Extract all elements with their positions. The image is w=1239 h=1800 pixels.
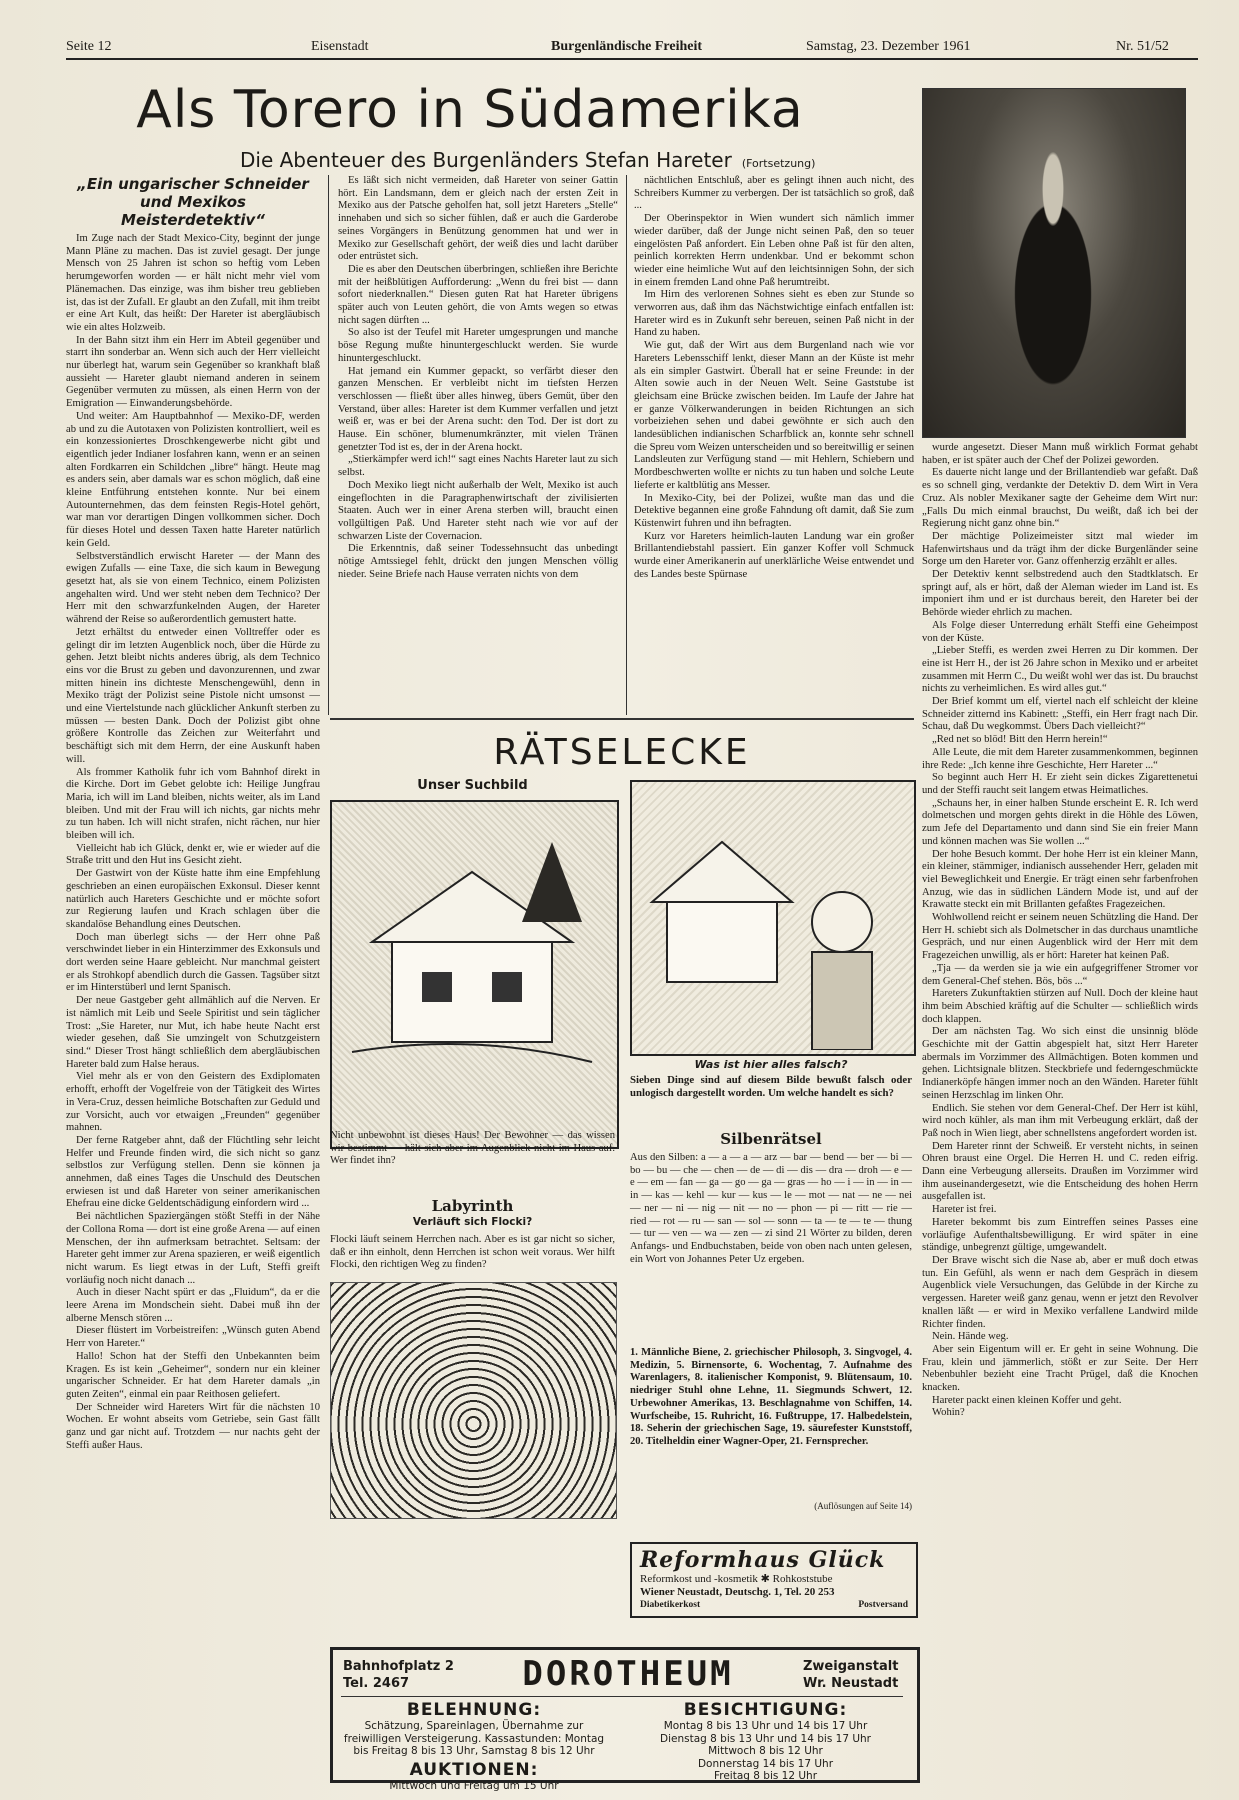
- column-rule: [626, 175, 627, 715]
- belehnung-section: [339, 1700, 609, 1792]
- paragraph: So also ist der Teufel mit Hareter umgesprungen und manche böse Regung mußte hinuntergeschluckt werden. Sie wurde hinuntergeschluckt.: [338, 327, 618, 364]
- paragraph: Hareter packt einen kleinen Koffer und geht.: [932, 1394, 1122, 1406]
- puzzle-corner: [330, 722, 914, 1792]
- paragraph: In der Bahn sitzt ihm ein Herr im Abteil gegenüber und starrt ihn sonderbar an. Wenn sich auch der Herr vielleicht nur überlegt hat, warum sein Gegenüber so krankhaft blaß aussieht — Hareter glaubt niemand anderen in seinem Gegenüber vermuten zu müssen, als einen Herrn von der Emigration — Einwanderungsbehörde.: [66, 334, 320, 410]
- issue-number: Nr. 51/52: [1116, 39, 1169, 54]
- falsch-image: [630, 780, 916, 1056]
- paragraph: Selbstverständlich erwischt Hareter — der Mann des ewigen Zufalls — eine Taxe, die sich kaum in Bewegung gesetzt hat, als sie von einem Technico, einem Polizisten angehalten wird. Und wer steht neben dem Technico? Der Herr mit den schwarzfunkelnden Augen, der Hareter während der Reise so außerordentlich gemustert hatte.: [66, 550, 320, 626]
- paragraph: Wohlwollend reicht er seinem neuen Schützling die Hand. Der Herr H. schiebt sich als Dolmetscher in das durchaus unamtliche Gespräch, und nur einen Augenblick wird der Herr mit dem Fragezeichen unwillig, als er hört: Hareter hat keinen Paß.: [922, 912, 1198, 962]
- dorotheum-branch: [803, 1658, 898, 1692]
- paragraph: Kurz vor Hareters heimlich-lauten Landung war ein großer Brillantendiebstahl passiert. Ein ganzer Koffer voll Schmuck wurde einer Amerikanerin auf unerklärliche Weise entwendet und des Landes beste Spürnase: [634, 530, 914, 580]
- paragraph: Dem Hareter rinnt der Schweiß. Er versteht nichts, in seinen Ohren braust eine Orgel. Die Herren H. und C. reden eifrig. Dann eine Verbeugung allerseits. Draußen im Vorzimmer wird ihm auseinandergesetzt, wie die Entscheidung des hohen Herrn ausgefallen ist.: [922, 1140, 1198, 1203]
- reformhaus-name: Reformhaus Glück: [640, 1547, 886, 1573]
- dorotheum-tel: Tel. 2467: [343, 1676, 410, 1691]
- paragraph: Als Folge dieser Unterredung erhält Steffi eine Geheimpost von der Küste.: [922, 619, 1198, 644]
- paragraph: Alle Leute, die mit dem Hareter zusammenkommen, beginnen ihre Rede: „Ich kenne ihre Geschichte, Herr Hareter ...“: [922, 746, 1198, 771]
- paragraph: Der Brief kommt um elf, viertel nach elf schleicht der kleine Schneider zitternd ins Kabinett: „Steffi, ein Herr fragt nach Dir. Schau, daß Du wegkommst. Übers Dach vielleicht?“: [922, 696, 1198, 733]
- paragraph: Hallo! Schon hat der Steffi den Unbekannten beim Kragen. Es ist kein „Geheimer“, sondern nur ein kleiner ungarischer Schneider. Er hat dem Hareter damals „in guten Zeiten“, einmal ein paar Reithosen geliefert.: [66, 1350, 320, 1400]
- paragraph: Im Zuge nach der Stadt Mexico-City, beginnt der junge Mann Pläne zu machen. Das ist zuviel gesagt. Der junge Mensch von 25 Jahren ist schon so heftig vom Leben herumgeworfen worden — er hält nicht mehr viel vom Plänemachen. Das einzige, was ihm bisher treu geblieben ist, das ist der Zufall. Er glaubt an den Zufall, mit ihm treibt er eine Art Kult, das heißt: Der Hareter ist abergläubisch wie ein altes Holzweib.: [66, 233, 320, 333]
- paragraph: Im Hirn des verlorenen Sohnes sieht es eben zur Stunde so verworren aus, daß ihm das Nächstwichtige einfach entfallen ist: Hareter wird es in Zukunft sehr bereuen, seinen Paß nicht in der Hand zu haben.: [634, 289, 914, 339]
- paragraph: „Stierkämpfer werd ich!“ sagt eines Nachts Hareter laut zu sich selbst.: [338, 454, 618, 479]
- article-column-3: [634, 175, 914, 715]
- paragraph: Hareter bekommt bis zum Eintreffen seines Passes eine vorläufige Aufenthaltsbewilligung. Er wird später in eine ständige, unbegrenzt gültige, umgewandelt.: [922, 1216, 1198, 1254]
- torero-figure: [983, 129, 1123, 429]
- article-column-4: [922, 442, 1198, 1777]
- paragraph: Als frommer Katholik fuhr ich vom Bahnhof direkt in die Kirche. Dort im Gebet gelobte ich: Heilige Jungfrau Maria, ich will im Land bleiben, nichts weiter, als im Land bleiben. Und mit der Frau will ich nichts, gar nichts mehr zu tun haben. Ich will nicht strafen, nicht rächen, nur hier bleiben will ich.: [66, 766, 320, 842]
- article-title: Als Torero in Südamerika: [136, 80, 804, 140]
- paragraph: Hareters Zukunftaktien stürzen auf Null. Doch der kleine haut ihm beim Abschied kräftig auf die Schulter — schließlich wirds doch klappen.: [922, 988, 1198, 1025]
- paragraph: Vielleicht hab ich Glück, denkt er, wie er wieder auf die Straße tritt und den Hut ins Gesicht zieht.: [66, 842, 320, 867]
- labyrinth-image: [330, 1282, 617, 1519]
- labyrinth-text: Flocki läuft seinem Herrchen nach. Aber es ist gar nicht so sicher, daß er ihn einholt, denn Herrchen ist schon weit voraus. Wer hilft Flocki, den richtigen Weg zu finden?: [330, 1234, 615, 1271]
- dorotheum-branch-2: Wr. Neustadt: [803, 1676, 899, 1691]
- dorotheum-address: [343, 1658, 454, 1692]
- place: Eisenstadt: [311, 39, 369, 54]
- besichtigung-line: Donnerstag 14 bis 17 Uhr: [697, 1757, 834, 1770]
- dorotheum-ad: [330, 1647, 920, 1792]
- article-column-1: [66, 175, 320, 1775]
- belehnung-text: Schätzung, Spareinlagen, Übernahme zur freiwilligen Versteigerung. Kassastunden: Montag bis Freitag 8 bis 13 Uhr, Samstag 8 bis 12 Uhr: [343, 1720, 605, 1757]
- paragraph: Der ferne Ratgeber ahnt, daß der Flüchtling sehr leicht Helfer und Freunde finden wird, die sich nicht so ganz selbstlos zur Verfügung stellen. Denn sie können ja annehmen, daß eines Tages die Unschuld des Deutschen erwiesen ist und daß Hareter von seiner amerikanischen Ehefrau eine dicke Geldentschädigung einfordern wird ...: [66, 1134, 320, 1210]
- falsch-caption: Was ist hier alles falsch?: [694, 1058, 848, 1071]
- page-header: [66, 36, 1198, 60]
- solution-note: (Auflösungen auf Seite 14): [814, 1501, 912, 1511]
- reformhaus-left: Diabetikerkost: [640, 1600, 701, 1610]
- besichtigung-line: Montag 8 bis 13 Uhr und 14 bis 17 Uhr: [663, 1720, 868, 1732]
- paragraph: So beginnt auch Herr H. Er zieht sein dickes Zigarettenetui und der Steffi raucht seit langem etwas Heimatliches.: [922, 772, 1198, 796]
- paragraph: Der am nächsten Tag. Wo sich einst die unsinnig blöde Geschichte mit der Gattin abgespielt hat, sitzt Herr Hareter abermals im Vorzimmer des Allmächtigen. Boten kommen und gehen. Lichtsignale blitzen. Steckbriefe und federngeschmückte Indianerköpfe hängen immer noch an den Wänden. Hareter fühlt seinen Herzschlag im linken Ohr.: [922, 1026, 1198, 1101]
- section-rule: [330, 718, 914, 720]
- paragraph: „Tja — da werden sie ja wie ein aufgegriffener Stromer vor dem General-Chef stehen. Bös, bös ...“: [922, 962, 1198, 987]
- paragraph: Der neue Gastgeber geht allmählich auf die Nerven. Er ist nämlich mit Leib und Seele Spiritist und sein täglicher Trost: „Sie Hareter, nur Mut, ich habe heute Nacht erst wieder gesehen, daß Sie umzingelt von Schutzgeistern sind.“ Dieser Trost hängt schließlich dem abergläubischen Hareter bald zum Halse heraus.: [66, 995, 320, 1070]
- paragraph: Dieser flüstert im Vorbeistreifen: „Wünsch guten Abend Herr von Hareter.“: [66, 1325, 320, 1350]
- silben-text: Aus den Silben: a — a — a — arz — bar — bend — ber — bi — bo — bu — che — chen — de — di — dis — dra — droh — e — e — em — fan — ga — go — ga — gras — ho — i — in — in — in — kas — kehl — kur — kus — le — mot — nat — ne — nei — ner — ni — nig — nit — no — phon — pi — ritt — rie — ried — rot — ru — san — sol — sonn — ta — te — te — thung — tur — ven — wa — zen — zi sind 21 Wörter zu bilden, deren Anfangs- und Endbuchstaben, beide von oben nach unten gelesen, ein Wort von Johannes Peter Uz ergeben.: [630, 1152, 912, 1265]
- paragraph: Doch Mexiko liegt nicht außerhalb der Welt, Mexiko ist auch eingeflochten in die Paragraphenwirtschaft der zivilisierten Staaten. Auch wer in einer Arena sterben will, braucht einen vollgültigen Paß. Und Hareter steht nach wie vor auf der schwarzen Liste der Covernacion.: [338, 479, 618, 542]
- paragraph: Jetzt erhältst du entweder einen Volltreffer oder es gelingt dir im letzten Augenblick noch, über die Hürde zu gehen. Jetzt bleibt nichts anderes übrig, als dem Technico eins vor die Brust zu geben und davonzurennen, und zwar mitten hinein ins dichteste Menschengewühl, denn in Mexiko trägt der Polizist seine Pistole nicht umsonst — und eine Viertelstunde nach glücklicher Ankunft sterben zu müssen — besten Dank. Doch der Polizist gibt ohne größere Kontrolle das Zeichen zur Weiterfahrt und beschäftigt sich mit dem Herrn, der eine Auskunft haben will.: [66, 626, 320, 765]
- paragraph: Viel mehr als er von den Geistern des Exdiplomaten erhofft, erhofft der Vogelfreie von der Tätigkeit des Wirtes in Vera-Cruz, dessen heimliche Botschaften zur Geduld und zur Vorsicht, auch vor etwaigen „Freunden“ gegenüber mahnen.: [66, 1071, 320, 1134]
- dorotheum-brand: DOROTHEUM: [522, 1654, 734, 1694]
- paragraph: Der Gastwirt von der Küste hatte ihm eine Empfehlung geschrieben an einen europäischen Exkonsul. Dieser kennt natürlich auch Hareters Geschichte und er möchte sofort zur Regierung laufen und Krach schlagen über die skandalöse Behandlung eines Deutschen.: [66, 868, 320, 930]
- paragraph: Wohin?: [932, 1407, 965, 1419]
- reformhaus-right: Postversand: [858, 1600, 908, 1610]
- paper-name: Burgenländische Freiheit: [551, 39, 703, 54]
- auktionen-heading: AUKTIONEN:: [409, 1759, 539, 1780]
- paragraph: Endlich. Sie stehen vor dem General-Chef. Der Herr ist kühl, wird noch kühler, als man ihm mit Verbeugung erklärt, daß der Paß noch in Wien liegt, aber schnellstens angefordert worden ist.: [922, 1102, 1198, 1139]
- falsch-text: Sieben Dinge sind auf diesem Bilde bewußt falsch oder unlogisch dargestellt worden. Um welche handelt es sich?: [630, 1074, 912, 1099]
- paragraph: Der hohe Besuch kommt. Der hohe Herr ist ein kleiner Mann, ein kleiner, stämmiger, indianisch aussehender Herr, geladen mit viel Beweglichkeit und Energie. Er trägt einen sehr farbenfrohen Anzug, wie das in südlichen Ländern Mode ist, und auf der Krawatte steckt ein mit Brillanten gefaßtes Fragezeichen.: [922, 848, 1198, 911]
- belehnung-heading: BELEHNUNG:: [406, 1700, 542, 1720]
- suchbild-text: Nicht unbewohnt ist dieses Haus! Der Bewohner — das wissen wir bestimmt — hält sich aber im Augenblick nicht im Haus auf. Wer findet ihn?: [330, 1130, 615, 1167]
- issue-date: Samstag, 23. Dezember 1961: [806, 39, 971, 54]
- column-4-body: [922, 442, 1198, 1420]
- paragraph: Doch man überlegt sichs — der Herr ohne Paß verschwindet lieber in ein Hinterzimmer des Exkonsuls und dort werden seine Haare gebleicht. Nur manchmal geistert er als Strohkopf abendlich durch die Gassen. Tagsüber sitzt er im Hinterstüberl und lernt Spanisch.: [66, 931, 320, 994]
- reformhaus-ad: [630, 1542, 918, 1618]
- paragraph: Hat jemand ein Kummer gepackt, so verfärbt dieser den ganzen Menschen. Er verbleibt nicht im tiefsten Herzen verschlossen — fließt über alles hinweg, übers Gemüt, über den Verstand, über alles: Hareter ist dem Kummer verfallen und jetzt weiß er, was er bei der Arena sucht: den Tod. Der ist dort zu Hause. Ein schöner, blumenumkränzter, mit vielen Tränen genetzter Tod ist es, der in der Arena hockt.: [338, 365, 618, 453]
- paragraph: Hareter ist frei.: [932, 1204, 997, 1216]
- ad-rule: [341, 1696, 903, 1697]
- subtitle-text: Die Abenteuer des Burgenländers Stefan Hareter: [240, 148, 732, 172]
- besichtigung-line: Mittwoch 8 bis 12 Uhr: [708, 1745, 823, 1757]
- section-heading: „Ein ungarischer Schneider und Mexikos Meisterdetektiv“: [77, 175, 309, 229]
- paragraph: Wie gut, daß der Wirt aus dem Burgenland nach wie vor Hareters Lebensschiff lenkt, dieser Mann an der Küste ist mehr als ein simpler Gastwirt. Überall hat er seine Freunde: in der Alten sowie auch in der Neuen Welt. Seine Gaststube ist gleichsam eine Brücke zwischen beiden. Im Laufe der Jahre hat er ganze Völkerwanderungen in beiden Richtungen an sich vorbeiziehen sehen und dabei gewöhnte er sich auch den landesüblichen indianischen Scharfblick an, konnte sehr schnell die Spreu vom Weizen unterscheiden und so bereitwillig er seinen Landsleuten zur Verfügung stand — mit Hehlern, Schiebern und Mordbeschwerten wollte er nichts zu tun haben und solche Leute lieferte er kaltblütig ans Messer.: [634, 340, 914, 491]
- paragraph: Der Oberinspektor in Wien wundert sich nämlich immer wieder darüber, daß der Junge nicht seinen Paß, den so teuer eingelösten Paß anfordert. Ein Leben ohne Paß ist für den alten, peinlich korrekten Herrn undenkbar. Und er bekommt schon wieder eine heimliche Wut auf den leichtsinnigen Sohn, der sich in einem fremden Land ohne Paß herumtreibt.: [634, 213, 914, 288]
- paragraph: Es läßt sich nicht vermeiden, daß Hareter von seiner Gattin hört. Ein Landsmann, dem er gleich nach der ersten Zeit in Mexiko aus der Patsche geholfen hat, soll jetzt Hareters „Stelle“ innehaben und sich so sicher fühlen, daß er auch die Garderobe seines Vorgängers in Benützung genommen hat und wer in Mexiko zur Gesellschaft gehört, der weiß dies und lacht darüber oder entrüstet sich.: [338, 175, 618, 263]
- reformhaus-line1: Reformkost und -kosmetik ✱ Rohkoststube: [640, 1573, 833, 1585]
- torero-photo: [922, 88, 1186, 438]
- suchbild-heading: Unser Suchbild: [417, 778, 528, 793]
- article-subtitle: [240, 148, 840, 172]
- besichtigung-line: Dienstag 8 bis 13 Uhr und 14 bis 17 Uhr: [660, 1732, 871, 1745]
- paragraph: In Mexiko-City, bei der Polizei, wußte man das und die Detektive begannen eine große Fahndung oft damit, daß Sie zum Küstenwirt fuhren und ihn befragten.: [634, 492, 914, 529]
- paragraph: Der Detektiv kennt selbstredend auch den Stadtklatsch. Er springt auf, als er hört, daß der Aleman wieder im Land ist. Es imponiert ihm und er ist durchaus bereit, den Hareter bei der Behörde wieder ehrlich zu machen.: [922, 569, 1198, 619]
- paragraph: Der mächtige Polizeimeister sitzt mal wieder im Hafenwirtshaus und da trägt ihm der dicke Burgenländer seine Sorge um den Hareter vor. Ganz offenherzig erzählt er alles.: [922, 530, 1198, 568]
- continued-note: (Fortsetzung): [741, 157, 816, 170]
- article-column-2: [338, 175, 618, 715]
- paragraph: „Red net so blöd! Bitt den Herrn herein!“: [932, 734, 1108, 746]
- paragraph: nächtlichen Entschluß, aber es gelingt ihnen auch nicht, des Schreibers Kummer zu verbergen. Der ist tatsächlich so groß, daß ...: [634, 175, 914, 212]
- paragraph: Nein. Hände weg.: [932, 1331, 1009, 1343]
- paragraph: Auch in dieser Nacht spürt er das „Fluidum“, da er die leere Arena im Mondschein sieht. Dabei muß ihn der alberne Mensch stören ...: [66, 1287, 320, 1324]
- winter-house-drawing: [332, 802, 613, 1125]
- besichtigung-section: [628, 1700, 903, 1783]
- paragraph: Es dauerte nicht lange und der Brillantendieb war gefaßt. Daß es so schnell ging, verdankte der Detektiv D. dem Wirt in Vera Cruz. Als nobler Mexikaner sagte der Geheime dem Wirt nur: „Falls Du mich einmal brauchst, Du weißt, daß ich bei der Regierung nicht ganz ohne bin.“: [922, 467, 1198, 530]
- village-boy-drawing: [632, 782, 910, 1050]
- paragraph: Und weiter: Am Hauptbahnhof — Mexiko-DF, werden ab und zu die Autotaxen von Polizisten kontrolliert, weil es ein konzessioniertes Droschkengewerbe nicht gibt und eigentlich jeder Indianer losfahren kann, wenn er an seinen alten Fordkarren ein Schildchen „libre“ hängt. Heute mag es anders sein, aber damals war es schon möglich, daß eine kleine Entführung entstehen konnte. Nur bei einem Autounternehmen, das dem feinsten Regis-Hotel gehört, war man vor derartigen Dingen vollkommen sicher. Doch für dieses Hotel und dessen Taxen hatte Hareter natürlich kein Geld.: [66, 410, 320, 549]
- suchbild-image: [330, 800, 619, 1149]
- column-1-body: [66, 233, 320, 1453]
- labyrinth-subheading: Verläuft sich Flocki?: [412, 1216, 533, 1228]
- column-2-body: [338, 175, 618, 582]
- reformhaus-line2: Wiener Neustadt, Deutschg. 1, Tel. 20 253: [640, 1586, 835, 1598]
- column-rule: [328, 175, 329, 715]
- puzzle-title: RÄTSELECKE: [493, 732, 751, 773]
- paragraph: Die Erkenntnis, daß seiner Todessehnsucht das unbedingt nötige Amtssiegel fehlt, drückt den jungen Menschen völlig nieder. Seine Briefe nach Hause verraten nichts von dem: [338, 543, 618, 580]
- silben-heading: Silbenrätsel: [720, 1130, 822, 1148]
- dorotheum-street: Bahnhofplatz 2: [343, 1659, 454, 1674]
- column-3-body: [634, 175, 914, 582]
- reformhaus-footer: [632, 1599, 916, 1612]
- besichtigung-heading: BESICHTIGUNG:: [683, 1700, 848, 1720]
- dorotheum-branch-1: Zweiganstalt: [803, 1659, 899, 1674]
- paragraph: wurde angesetzt. Dieser Mann muß wirklich Format gehabt haben, er ist später auch der Chef der Polizei geworden.: [922, 442, 1198, 466]
- page-number: Seite 12: [66, 39, 112, 54]
- paragraph: Aber sein Eigentum will er. Er geht in seine Wohnung. Die Frau, klein und jämmerlich, stößt er zur Seite. Der Herr Nebenbuhler bezieht eine Tracht Prügel, daß die Knochen knacken.: [922, 1343, 1198, 1394]
- labyrinth-heading: Labyrinth: [431, 1197, 514, 1215]
- auktionen-text: Mittwoch und Freitag um 15 Uhr: [389, 1779, 559, 1792]
- besichtigung-line: Freitag 8 bis 12 Uhr: [713, 1770, 818, 1782]
- paragraph: Der Schneider wird Hareters Wirt für die nächsten 10 Wochen. Er wohnt abseits vom Getriebe, sein Gast fällt ganz und gar nicht auf. Trotzdem — nur nachts geht der Steffi außer Haus.: [66, 1401, 320, 1451]
- silben-clues: 1. Männliche Biene, 2. griechischer Philosoph, 3. Singvogel, 4. Medizin, 5. Birnensorte, 6. Wochentag, 7. Aufnahme des Warenlagers, 8. italienischer Komponist, 9. Blütensaum, 10. niedriger Stuhl ohne Lehne, 11. Siegmunds Schwert, 12. Urbewohner Amerikas, 13. Beschlagnahme von Schiffen, 14. Wurfscheibe, 15. Ruhricht, 16. Fußtruppe, 17. Halbedelstein, 18. Seherin der griechischen Sage, 19. säurefester Kunststoff, 20. Titelheldin einer Wagner-Oper, 21. Fernsprecher.: [630, 1347, 912, 1447]
- paragraph: „Lieber Steffi, es werden zwei Herren zu Dir kommen. Der eine ist Herr H., der ist 26 Jahre schon in Mexiko und er arbeitet zusammen mit Herrn C., Du weißt wohl wer das ist. Du brauchst nichts zu verheimlichen. Es wird alles gut.“: [922, 645, 1198, 695]
- paragraph: „Schauns her, in einer halben Stunde erscheint E. R. Ich werd dolmetschen und morgen gehts direkt in die Höhle des Löwen, zum Jefe del Departamento und dann sind Sie ein freier Mann und können machen was Sie wollen ...“: [922, 797, 1198, 847]
- paragraph: Der Brave wischt sich die Nase ab, aber er muß doch etwas tun. Ein Gefühl, als wenn er nach dem Gespräch in diesem Augenblick viele Versuchungen, das Gelübde in der Kirche zu vergessen. Hareter weiß ganz genau, wenn er jetzt den Revolver knallen läßt — er wird in Mexiko verfallene Landwird milde Richter finden.: [922, 1255, 1198, 1330]
- paragraph: Die es aber den Deutschen überbringen, schließen ihre Berichte mit der heißblütigen Aufforderung: „Wenn du frei bist — dann sofort niederknallen.“ Diesen guten Rat hat Hareter übrigens später auch von Leuten gehört, die von Amts wegen so etwas nicht sagen dürften ...: [338, 263, 618, 326]
- paragraph: Bei nächtlichen Spaziergängen stößt Steffi in der Nähe der Collona Roma — dort ist eine große Arena — auf einen Menschen, der ihn aufmerksam betrachtet. Seltsam: der Hareter geht immer zur Arena spazieren, er weiß eigentlich nicht warum. Es liegt etwas in der Luft, Steffi greift vorläufig noch nicht danach ...: [66, 1211, 320, 1286]
